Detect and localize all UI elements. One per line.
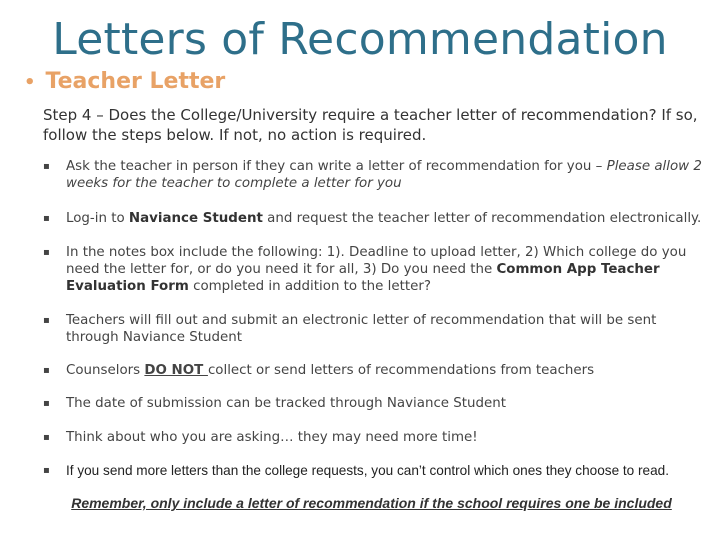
bullet-icon: ▪ [43,432,50,443]
list-item [43,158,703,192]
bullet-icon: ▪ [43,161,50,172]
item-text: Counselors [66,363,145,378]
list-item [43,462,703,479]
list-item [43,244,703,295]
item-text-2: collect or send letters of recommendations from teachers [207,363,595,378]
item-text: The date of submission can be tracked through Naviance Student [66,396,507,411]
item-emphasis: Please allow 2 weeks for the teacher to complete a letter for you [66,159,702,191]
list-item [43,429,703,446]
item-text: Think about who you are asking… they may need more time! [66,430,478,445]
item-text-2: completed in addition to the letter? [188,279,431,294]
subtitle-bullet: • [24,72,36,93]
bullet-icon: ▪ [43,247,50,258]
item-text: Log-in to [66,211,129,226]
item-text: In the notes box include the following: 1). Deadline to upload letter, 2) Which college do you need the letter for, or do you need it for all, 3) Do you need the [66,245,687,277]
bullet-icon: ▪ [43,315,50,326]
footer-reminder: Remember, only include a letter of recommendation if the school requires one be included [71,495,672,511]
bullet-icon: ▪ [43,365,50,376]
subtitle-text: Teacher Letter [45,69,226,94]
step-intro: Step 4 – Does the College/University require a teacher letter of recommendation? If so, follow the steps below. If not, no action is required. [43,106,698,144]
list-item [43,210,703,227]
slide-title: Letters of Recommendation [52,14,668,65]
item-text: If you send more letters than the college requests, you can’t control which ones they choose to read. [66,463,670,478]
bullet-icon: ▪ [43,398,50,409]
item-bold: Naviance Student [128,211,263,226]
bullet-icon: ▪ [43,213,50,224]
list-item [43,312,703,346]
list-item [43,395,703,412]
bullet-icon: ▪ [43,465,50,476]
item-bold: Common App Teacher Evaluation Form [66,262,660,294]
item-text-2: and request the teacher letter of recommendation electronically. [262,211,702,226]
item-text: Ask the teacher in person if they can write a letter of recommendation for you – [66,159,607,174]
slide-subtitle [24,68,225,97]
list-item [43,362,703,379]
item-text: Teachers will fill out and submit an electronic letter of recommendation that will be sent through Naviance Student [66,313,657,345]
item-underlined: DO NOT [144,363,208,378]
